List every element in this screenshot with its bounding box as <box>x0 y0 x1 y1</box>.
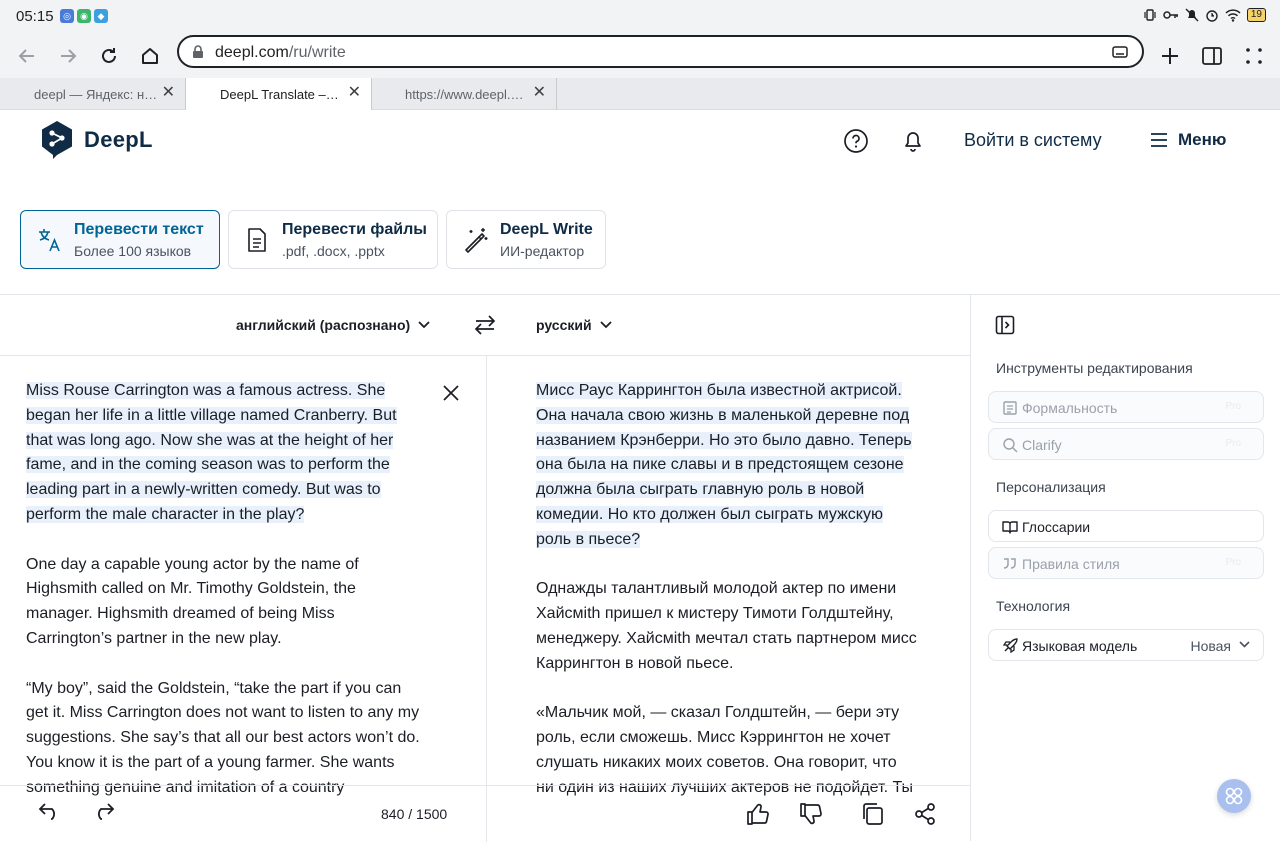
target-line: Однажды талантливый молодой актер по имени <box>536 580 897 598</box>
card-subtitle: ИИ-редактор <box>500 243 585 259</box>
tab-switcher-button[interactable] <box>1196 40 1228 72</box>
language-model-label: Языковая модель <box>1022 638 1138 654</box>
tab-label: deepl — Яндекс: н… <box>34 87 158 102</box>
translate-icon <box>37 227 63 253</box>
pro-badge: Pro <box>1225 438 1241 449</box>
source-line: “My boy”, said the Goldstein, “take the part if you can <box>26 679 402 697</box>
card-subtitle: .pdf, .docx, .pptx <box>282 243 385 259</box>
language-model-value: Новая <box>1190 638 1231 654</box>
collapse-sidebar-icon[interactable] <box>995 315 1015 335</box>
card-subtitle: Более 100 языков <box>74 243 192 259</box>
source-line: Miss Rouse Carrington was a famous actress. She <box>26 382 386 399</box>
logo-text: DeepL <box>84 127 153 152</box>
menu-button[interactable] <box>1150 130 1226 150</box>
url-text <box>215 44 346 62</box>
chevron-down-icon <box>600 321 612 329</box>
target-line: «Мальчик мой, — сказал Голдштейн, — бери эту <box>536 704 900 722</box>
key-icon <box>1163 9 1179 21</box>
source-line: You know it is the part of a young farmer. She wants <box>26 753 395 771</box>
wifi-icon <box>1225 9 1241 22</box>
address-bar[interactable] <box>177 35 1144 68</box>
status-time: 05:15 <box>16 8 54 25</box>
close-icon[interactable]: ✕ <box>347 84 361 101</box>
thumbs-down-icon[interactable] <box>798 801 824 827</box>
clarify-label: Clarify <box>1022 437 1062 453</box>
source-line: Highsmith called on Mr. Timothy Goldstein, the <box>26 580 356 598</box>
target-line: она была на пике славы и в предстоящем сезоне <box>536 456 904 474</box>
arrow-left-icon <box>17 46 37 66</box>
pro-badge: Pro <box>1225 557 1241 568</box>
card-title: DeepL Write <box>500 221 593 238</box>
source-text-area[interactable] <box>26 379 436 796</box>
target-line: Каррингтон в новой пьесе. <box>536 654 734 672</box>
language-bar <box>0 295 970 356</box>
rocket-icon <box>1002 638 1018 654</box>
source-language-select[interactable] <box>236 317 430 333</box>
deepl-logo-icon <box>40 120 74 160</box>
source-line: leading part in a newly-written comedy. But was to <box>26 481 381 499</box>
copy-icon[interactable] <box>860 801 886 827</box>
glossary-label: Глоссарии <box>1022 519 1091 535</box>
browser-tab-deepl[interactable] <box>186 78 371 110</box>
url-domain: deepl.com <box>215 44 289 61</box>
undo-icon[interactable] <box>38 802 62 822</box>
target-text-area[interactable] <box>536 379 940 796</box>
menu-label: Меню <box>1178 130 1227 149</box>
section-editing-tools: Инструменты редактирования <box>996 360 1193 376</box>
target-line: роль в пьесе? <box>536 530 641 548</box>
clarify-option[interactable] <box>988 428 1264 460</box>
source-line: manager. Highsmith dreamed of being Miss <box>26 605 335 623</box>
translator-panel <box>0 294 971 841</box>
reload-button[interactable] <box>93 40 125 72</box>
editing-tools-sidebar <box>971 294 1280 841</box>
browser-toolbar <box>0 34 1280 78</box>
help-icon[interactable] <box>843 128 869 154</box>
clarify-search-icon <box>1002 437 1018 453</box>
tab-separator <box>556 78 557 110</box>
target-line: менеджеру. Хайсмith мечтал стать партнером мисс <box>536 629 917 647</box>
source-line: One day a capable young actor by the name of <box>26 555 359 573</box>
target-language-select[interactable] <box>536 317 612 333</box>
target-language-label: русский <box>536 317 592 333</box>
target-line: Она начала свою жизнь в маленькой деревне под <box>536 406 910 424</box>
status-indicators <box>1143 8 1266 22</box>
source-paragraph <box>26 677 436 801</box>
close-icon[interactable]: ✕ <box>532 84 546 101</box>
formality-label: Формальность <box>1022 400 1118 416</box>
back-button[interactable] <box>11 40 43 72</box>
mode-deepl-write[interactable] <box>446 210 606 269</box>
quote-icon <box>1002 556 1018 572</box>
mode-translate-text[interactable] <box>20 210 220 269</box>
redo-icon[interactable] <box>91 802 115 822</box>
browser-tab-strip <box>0 78 1280 110</box>
language-model-select[interactable] <box>988 629 1264 661</box>
target-line: Мисс Раус Каррингтон была известной актрисой. <box>536 382 902 399</box>
source-line: something genuine and imitation of a country <box>26 778 345 796</box>
vibrate-icon <box>1143 8 1157 22</box>
url-path: /ru/write <box>288 44 346 61</box>
system-status-bar <box>0 0 1280 34</box>
book-icon <box>1002 519 1018 535</box>
character-counter: 840 / 1500 <box>381 806 448 822</box>
formality-icon <box>1002 400 1018 416</box>
dots-grid-icon <box>1245 47 1263 65</box>
column-divider <box>486 356 487 842</box>
source-language-label: английский (распознано) <box>236 317 411 333</box>
assistant-floating-button[interactable] <box>1217 779 1251 813</box>
home-icon <box>140 46 160 66</box>
target-line: должна была сыграть главную роль в новой <box>536 481 865 499</box>
style-rules-option[interactable] <box>988 547 1264 579</box>
flower-icon <box>1224 786 1244 806</box>
document-icon <box>245 227 269 253</box>
mode-translate-files[interactable] <box>228 210 438 269</box>
source-line: suggestions. She say’s that all our best actors won’t do. <box>26 729 420 747</box>
source-line: perform the male character in the play? <box>26 505 305 523</box>
chevron-down-icon <box>418 321 430 329</box>
translator-bottom-bar <box>0 785 970 842</box>
target-line: комедии. Но кто должен был сыграть мужскую <box>536 505 883 523</box>
reader-mode-icon[interactable] <box>1112 45 1128 59</box>
plus-icon <box>1160 46 1180 66</box>
reload-icon <box>99 46 119 66</box>
arrow-right-icon <box>58 46 78 66</box>
browser-menu-button[interactable] <box>1238 40 1270 72</box>
glossary-option[interactable] <box>988 510 1264 542</box>
source-line: Carrington’s partner in the new play. <box>26 629 282 647</box>
source-paragraph <box>26 379 436 528</box>
sidebar-toggle-icon <box>1202 47 1222 65</box>
style-rules-label: Правила стиля <box>1022 556 1120 572</box>
clear-text-icon[interactable] <box>442 384 460 402</box>
target-paragraph <box>536 379 940 553</box>
pro-badge: Pro <box>1225 401 1241 412</box>
formality-option[interactable] <box>988 391 1264 423</box>
share-icon[interactable] <box>913 802 937 826</box>
target-line: ни один из наших лучших актеров не подойдет. Ты <box>536 778 914 796</box>
lock-icon <box>192 45 204 59</box>
target-line: роль, если сможешь. Мисс Кэррингтон не хочет <box>536 729 891 747</box>
target-paragraph <box>536 577 940 676</box>
magic-pen-icon <box>463 227 489 253</box>
notification-icons <box>60 9 108 23</box>
hamburger-icon <box>1150 133 1168 147</box>
messenger-notification-icon: ◎ <box>60 9 74 23</box>
target-line: слушать никаких моих советов. Она говорит, что <box>536 753 897 771</box>
login-link[interactable]: Войти в систему <box>964 130 1102 150</box>
source-line: began her life in a little village named Cranberry. But <box>26 406 397 424</box>
source-line: fame, and in the coming season was to perform the <box>26 456 390 474</box>
section-personalization: Персонализация <box>996 479 1106 495</box>
close-icon[interactable]: ✕ <box>161 84 175 101</box>
chevron-down-icon <box>1239 641 1250 649</box>
bell-icon[interactable] <box>900 128 926 154</box>
alarm-icon <box>1205 8 1219 22</box>
tab-label: https://www.deepl.… <box>405 87 524 102</box>
card-title: Перевести файлы <box>282 221 427 238</box>
battery-indicator: 19 <box>1247 8 1266 22</box>
target-line: Хайсмith пришел к мистеру Тимоти Голдштейну, <box>536 605 894 623</box>
source-line: that was long ago. Now she was at the height of her <box>26 431 394 449</box>
swap-languages-icon[interactable] <box>473 314 497 336</box>
app-notification-icon: ◆ <box>94 9 108 23</box>
new-tab-button[interactable] <box>1154 40 1186 72</box>
browser-tab-deepl-url[interactable] <box>371 78 556 110</box>
section-technology: Технология <box>996 598 1071 614</box>
source-paragraph <box>26 553 436 652</box>
target-line: названием Крэнберри. Но это было давно. Теперь <box>536 431 912 449</box>
forward-button[interactable] <box>52 40 84 72</box>
deepl-logo[interactable] <box>40 120 153 160</box>
mute-icon <box>1185 8 1199 22</box>
chat-notification-icon: ◉ <box>77 9 91 23</box>
card-title: Перевести текст <box>74 221 204 238</box>
browser-tab-yandex[interactable] <box>0 78 185 110</box>
home-button[interactable] <box>134 40 166 72</box>
thumbs-up-icon[interactable] <box>745 801 771 827</box>
source-line: get it. Miss Carrington does not want to listen to any my <box>26 704 420 722</box>
tab-label: DeepL Translate –… <box>220 87 339 102</box>
